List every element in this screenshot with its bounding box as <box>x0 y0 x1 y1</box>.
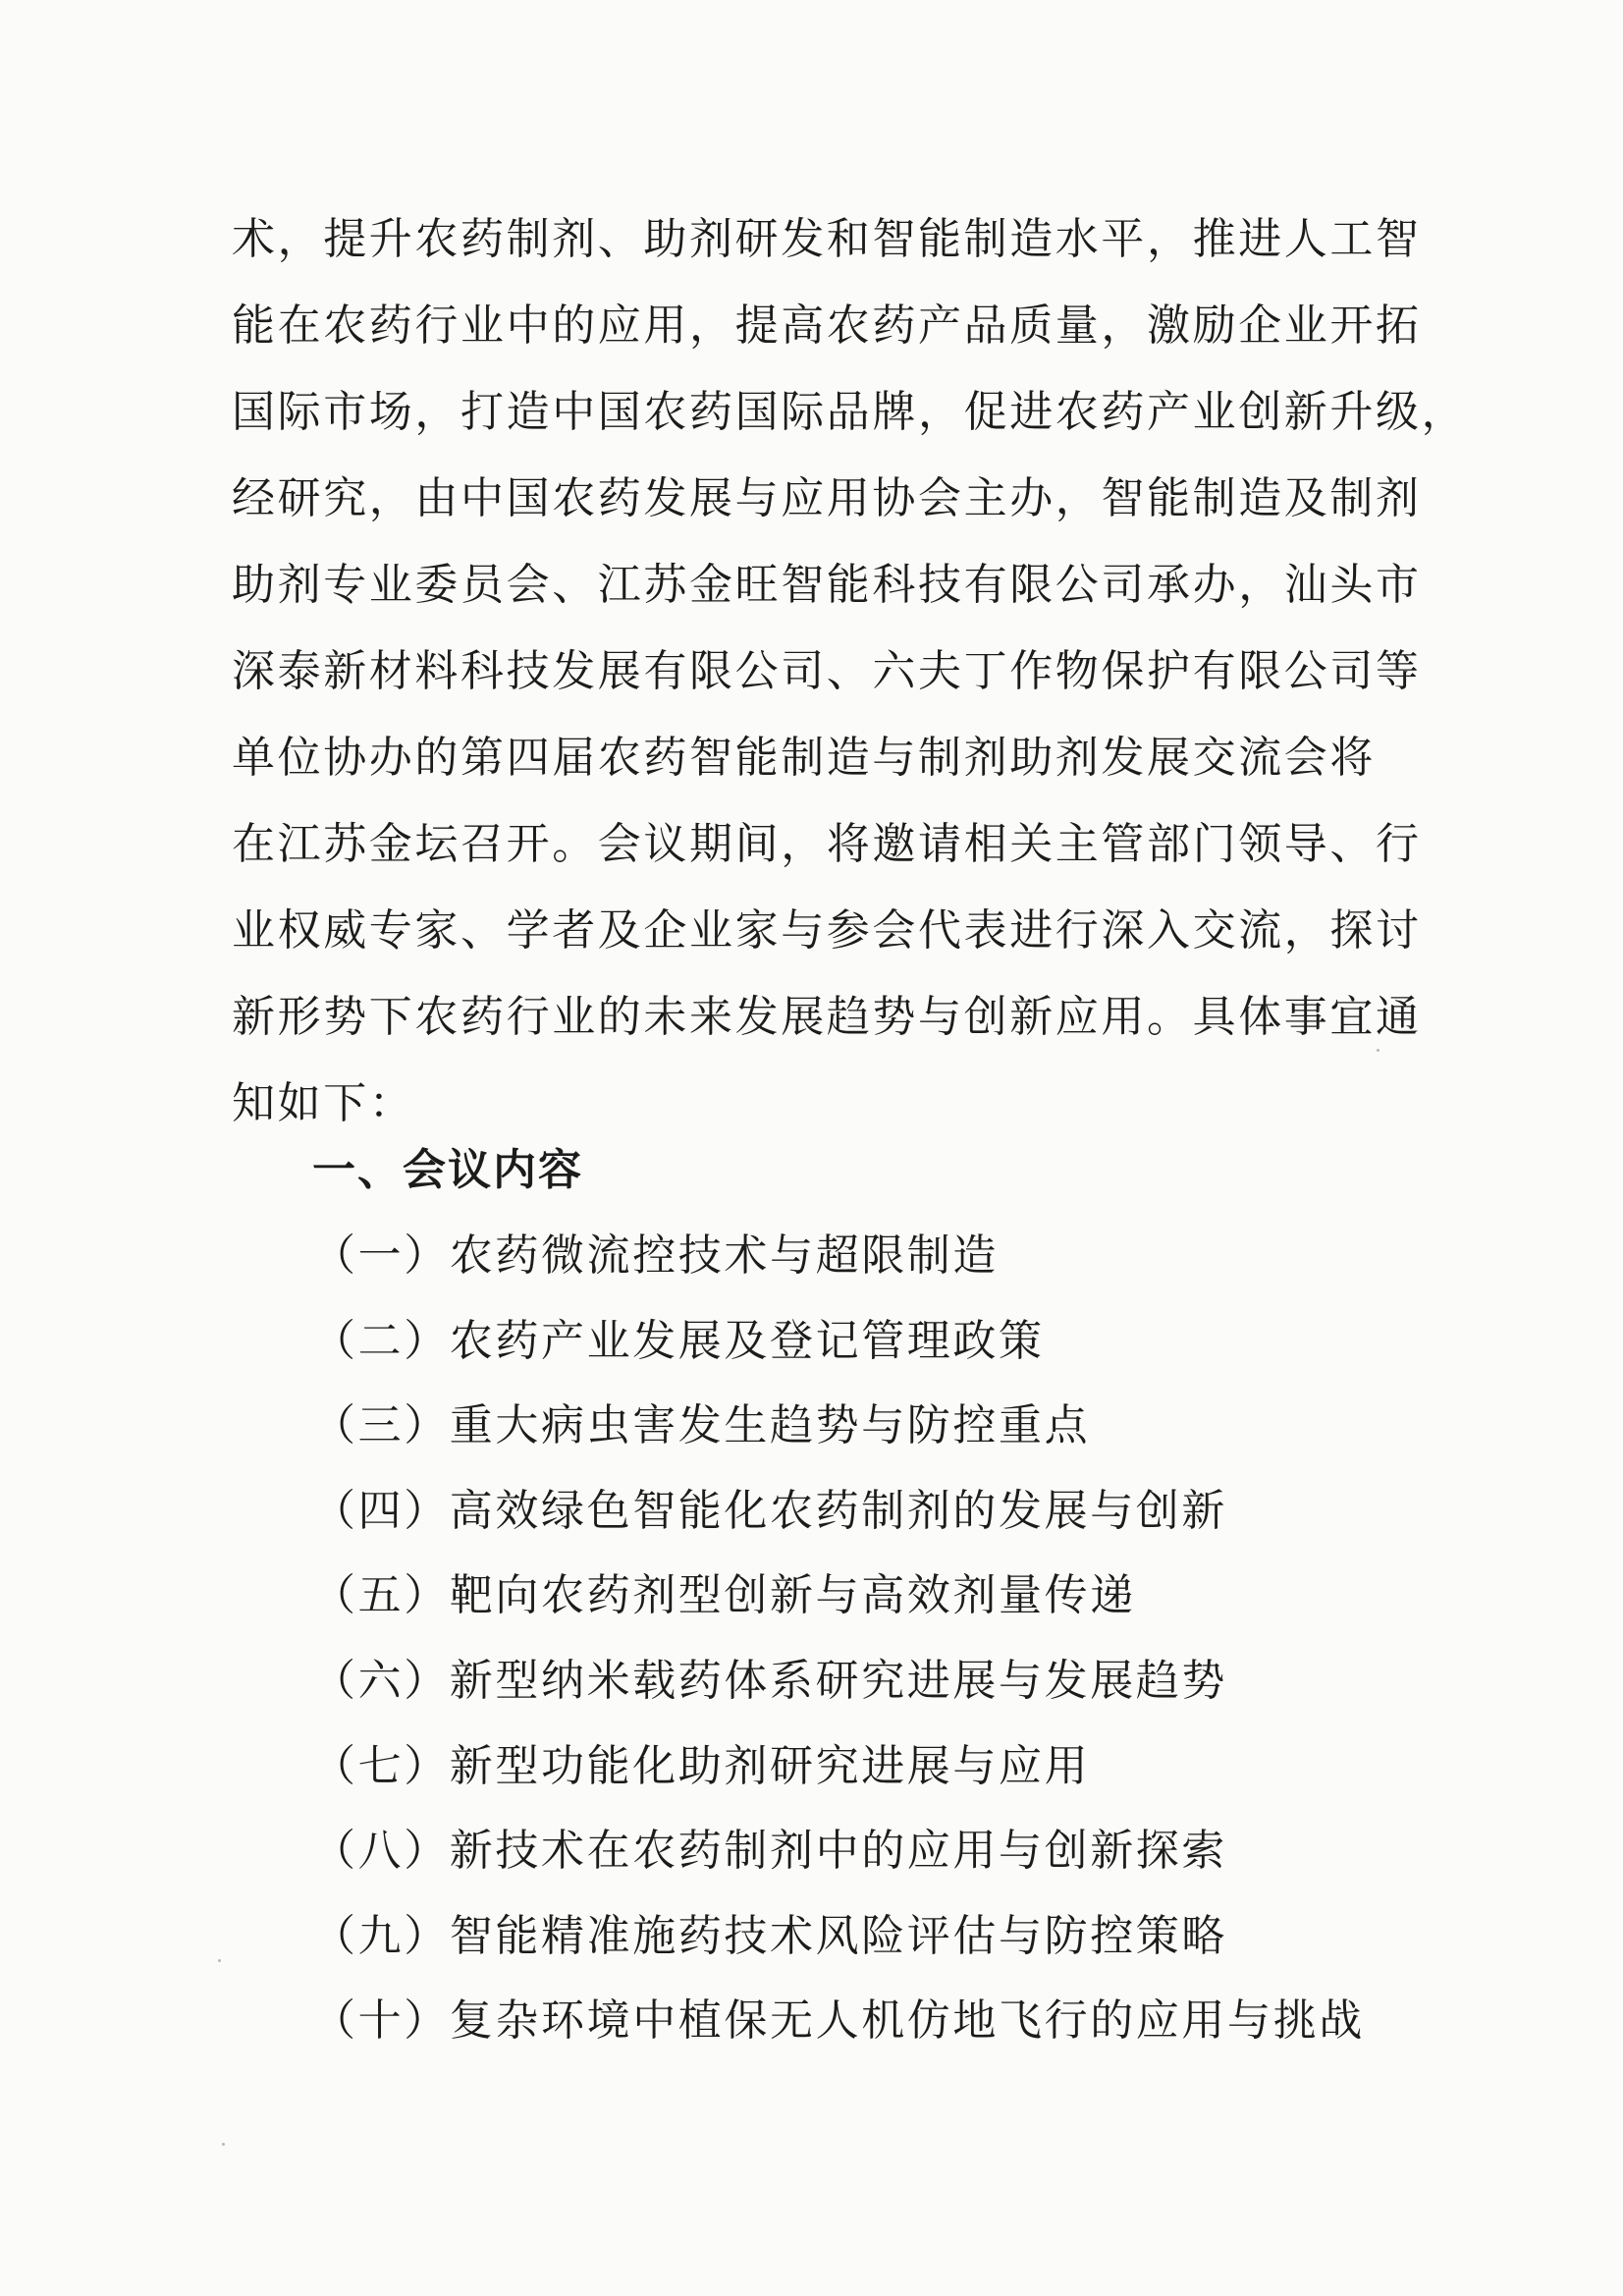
list-item: （三）重大病虫害发生趋势与防控重点 <box>312 1400 1091 1451</box>
paragraph-line: 国际市场，打造中国农药国际品牌，促进农药产业创新升级， <box>232 387 1468 437</box>
list-item: （七）新型功能化助剂研究进展与应用 <box>312 1740 1091 1791</box>
scan-speck <box>222 2143 225 2146</box>
paragraph-line: 术，提升农药制剂、助剂研发和智能制造水平，推进人工智 <box>232 214 1422 264</box>
intro-paragraph <box>232 196 1468 1147</box>
list-item: （二）农药产业发展及登记管理政策 <box>312 1315 1045 1366</box>
paragraph-line: 深泰新材料科技发展有限公司、六夫丁作物保护有限公司等 <box>232 646 1422 696</box>
section-heading: 一、会议内容 <box>312 1145 583 1195</box>
meeting-content-list <box>312 1214 1392 2064</box>
list-item: （五）靶向农药剂型创新与高效剂量传递 <box>312 1570 1136 1621</box>
paragraph-line: 助剂专业委员会、江苏金旺智能科技有限公司承办，汕头市 <box>232 560 1422 610</box>
paragraph-line: 新形势下农药行业的未来发展趋势与创新应用。具体事宜通 <box>232 992 1422 1042</box>
list-item: （四）高效绿色智能化农药制剂的发展与创新 <box>312 1485 1227 1536</box>
list-item: （九）智能精准施药技术风险评估与防控策略 <box>312 1910 1227 1961</box>
paragraph-line: 能在农药行业中的应用，提高农药产品质量，激励企业开拓 <box>232 301 1422 351</box>
paragraph-line: 单位协办的第四届农药智能制造与制剂助剂发展交流会将 <box>232 733 1376 783</box>
scan-speck <box>218 1959 221 1962</box>
list-item: （十）复杂环境中植保无人机仿地飞行的应用与挑战 <box>312 1995 1365 2047</box>
list-item: （一）农药微流控技术与超限制造 <box>312 1230 999 1281</box>
list-item: （八）新技术在农药制剂中的应用与创新探索 <box>312 1826 1227 1877</box>
scan-speck <box>1377 1049 1380 1052</box>
paragraph-line: 知如下： <box>232 1078 415 1128</box>
paragraph-line: 在江苏金坛召开。会议期间，将邀请相关主管部门领导、行 <box>232 819 1422 869</box>
paragraph-line: 业权威专家、学者及企业家与参会代表进行深入交流，探讨 <box>232 905 1422 956</box>
paragraph-line: 经研究，由中国农药发展与应用协会主办，智能制造及制剂 <box>232 473 1422 523</box>
list-item: （六）新型纳米载药体系研究进展与发展趋势 <box>312 1655 1227 1706</box>
